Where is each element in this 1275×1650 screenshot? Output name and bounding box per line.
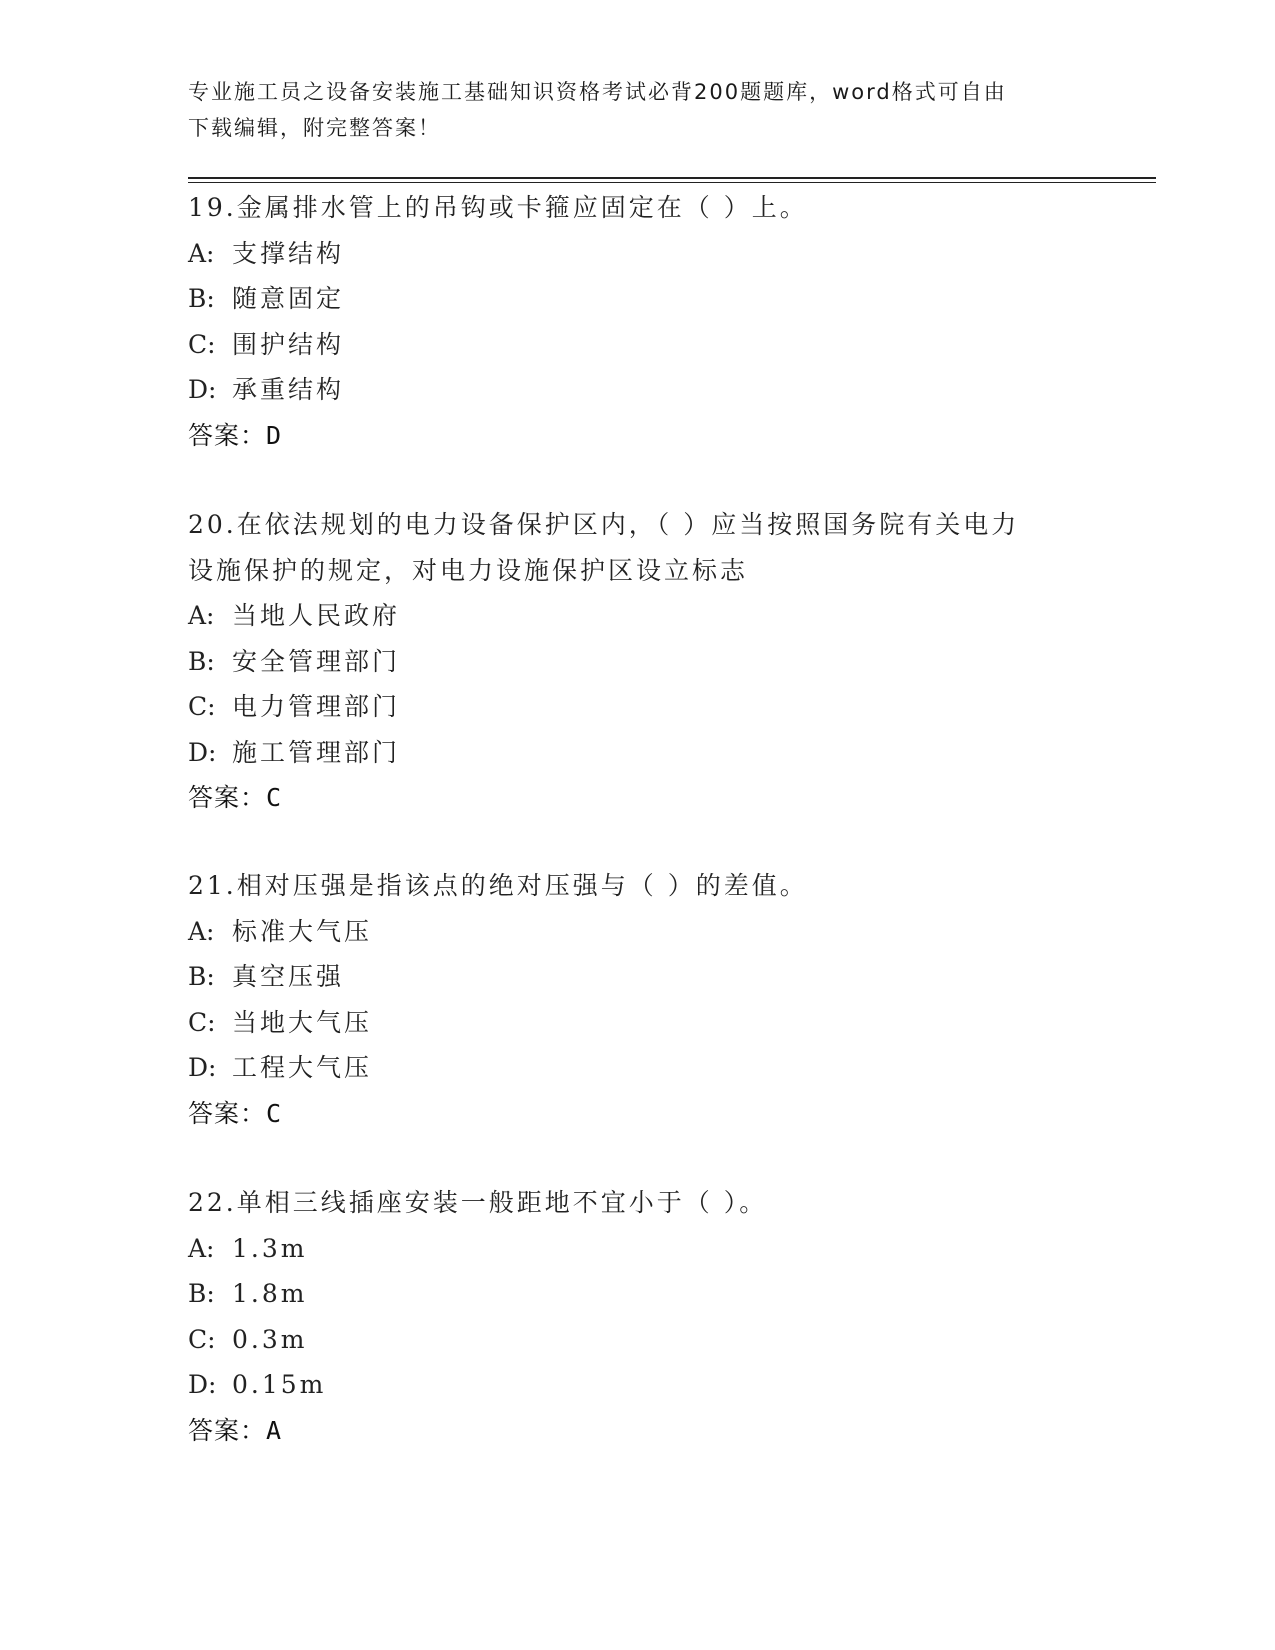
answer-line [188, 775, 1088, 821]
option-text: 电力管理部门 [232, 692, 401, 721]
option-d [188, 1362, 1088, 1408]
question-21 [188, 863, 1088, 1136]
option-key: B: [188, 646, 215, 676]
option-text: 当地人民政府 [232, 601, 401, 630]
option-text: 支撑结构 [232, 238, 345, 268]
option-text: 标准大气压 [232, 916, 373, 946]
option-key: A: [188, 1233, 215, 1263]
option-text: 真空压强 [232, 962, 345, 991]
option-text: 随意固定 [232, 284, 345, 313]
question-stem: 21.相对压强是指该点的绝对压强与（ ）的差值。 [188, 871, 808, 900]
answer-line [188, 413, 1088, 459]
question-20 [188, 502, 1088, 821]
option-text: 0.15m [232, 1370, 327, 1399]
option-key: C: [188, 329, 216, 359]
answer-label: 答案： [188, 1098, 267, 1128]
header-divider-thick [188, 177, 1156, 179]
option-a [188, 909, 1088, 955]
header-line-2: 下载编辑，附完整答案！ [188, 116, 441, 140]
question-stem: 19.金属排水管上的吊钩或卡箍应固定在（ ）上。 [188, 193, 808, 222]
option-c [188, 322, 1088, 368]
option-a [188, 1226, 1088, 1272]
option-b [188, 276, 1088, 322]
answer-line [188, 1091, 1088, 1137]
option-c [188, 1000, 1088, 1046]
option-text: 围护结构 [232, 329, 345, 359]
option-a [188, 231, 1088, 277]
option-key: C: [188, 1324, 216, 1354]
option-key: D: [188, 1053, 217, 1082]
option-key: D: [188, 1370, 217, 1399]
question-stem: 22.单相三线插座安装一般距地不宜小于（ ）。 [188, 1188, 768, 1217]
option-text: 施工管理部门 [232, 737, 401, 767]
option-key: C: [188, 692, 216, 721]
answer-value: A [266, 1415, 283, 1445]
option-b [188, 954, 1088, 1000]
option-text: 工程大气压 [232, 1053, 373, 1082]
option-key: A: [188, 916, 215, 946]
option-key: B: [188, 1279, 215, 1308]
option-text: 1.3m [232, 1233, 308, 1263]
option-key: A: [188, 238, 215, 268]
option-key: D: [188, 375, 217, 404]
header-divider-thin [188, 182, 1156, 183]
answer-value: C [266, 783, 283, 812]
answer-line [188, 1408, 1088, 1454]
option-a [188, 593, 1088, 639]
option-b [188, 639, 1088, 685]
question-22 [188, 1180, 1088, 1453]
answer-label: 答案： [188, 783, 267, 812]
option-d [188, 1045, 1088, 1091]
answer-value: C [266, 1098, 283, 1128]
option-key: A: [188, 601, 215, 630]
option-key: B: [188, 962, 215, 991]
option-text: 安全管理部门 [232, 646, 401, 676]
header-line-1: 专业施工员之设备安装施工基础知识资格考试必背200题题库，word格式可自由 [188, 80, 1007, 104]
option-text: 当地大气压 [232, 1007, 373, 1037]
document-header [188, 74, 1088, 146]
question-stem-continued: 设施保护的规定，对电力设施保护区设立标志 [188, 555, 749, 585]
option-key: C: [188, 1007, 216, 1037]
answer-label: 答案： [188, 1415, 267, 1445]
option-d [188, 367, 1088, 413]
option-c [188, 1317, 1088, 1363]
option-text: 承重结构 [232, 375, 345, 404]
option-c [188, 684, 1088, 730]
option-key: B: [188, 284, 215, 313]
answer-value: D [266, 420, 283, 450]
option-key: D: [188, 737, 217, 767]
option-d [188, 730, 1088, 776]
answer-label: 答案： [188, 420, 267, 450]
option-b [188, 1271, 1088, 1317]
question-19 [188, 185, 1088, 458]
question-stem: 20.在依法规划的电力设备保护区内，（ ）应当按照国务院有关电力 [188, 510, 1020, 539]
option-text: 0.3m [232, 1324, 308, 1354]
option-text: 1.8m [232, 1279, 308, 1308]
